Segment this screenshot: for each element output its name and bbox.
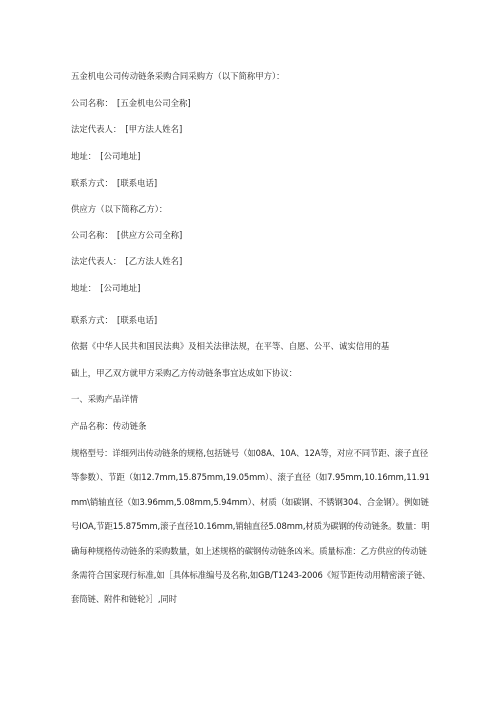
supplier-company: 公司名称： [供应方公司全称] [71,230,183,240]
supplier-contact: 联系方式： [联系电话] [71,315,158,325]
buyer-contact: 联系方式： [联系电话] [71,178,158,188]
contract-header: 五金机电公司传动链条采购合同采购方（以下简称甲方）： [71,71,285,81]
spec-paragraph-text: 规格型号：详细列出传动链条的规格,包括链号（如08A、10A、12A等，对应不同节距、滚子直径等参数）、节距（如12.7mm,15.875mm,19.05mm）、滚子直径（如7.95mm,10.16mm,11.91mm\销轴直径（如3.96mm,5.08mm,5.94mm）、材质（如碳钢、不锈钢304、合金钢）。例如链号IOA,节距15.875mm,滚子直径10.16mm,销轴直径5.08mm,材质为碳钢的传动链条。数量：明确每种规格传动链条的采购数量，如上述规格的碳钢传动链条凶米。质量标准：乙方供应的传动链条需符合国家现行标准,如［具体标准编号及名称,如GB/T1243-2006《短节距传动用精密滚子链、套筒链、附件和链轮》］,同时 [71,448,431,605]
supplier-heading: 供应方（以下简称乙方）： [71,204,168,214]
buyer-representative: 法定代表人： [甲方法人姓名] [71,124,183,134]
buyer-company: 公司名称： [五金机电公司全称] [71,98,191,108]
buyer-address: 地址： [公司地址] [71,151,141,161]
supplier-representative: 法定代表人： [乙方法人姓名] [71,256,183,266]
preamble-line-1: 依据《中华人民共和国民法典》及相关法律法规，在平等、自愿、公平、诚实信用的基 [71,341,390,351]
product-name: 产品名称：传动链条 [71,421,147,431]
spec-paragraph [71,441,433,612]
section-heading-products: 一、采购产品详情 [71,394,138,404]
supplier-address: 地址： [公司地址] [71,283,141,293]
preamble-line-2: 础上，甲乙双方就甲方采购乙方传动链条事宜达成如下协议： [71,368,298,378]
